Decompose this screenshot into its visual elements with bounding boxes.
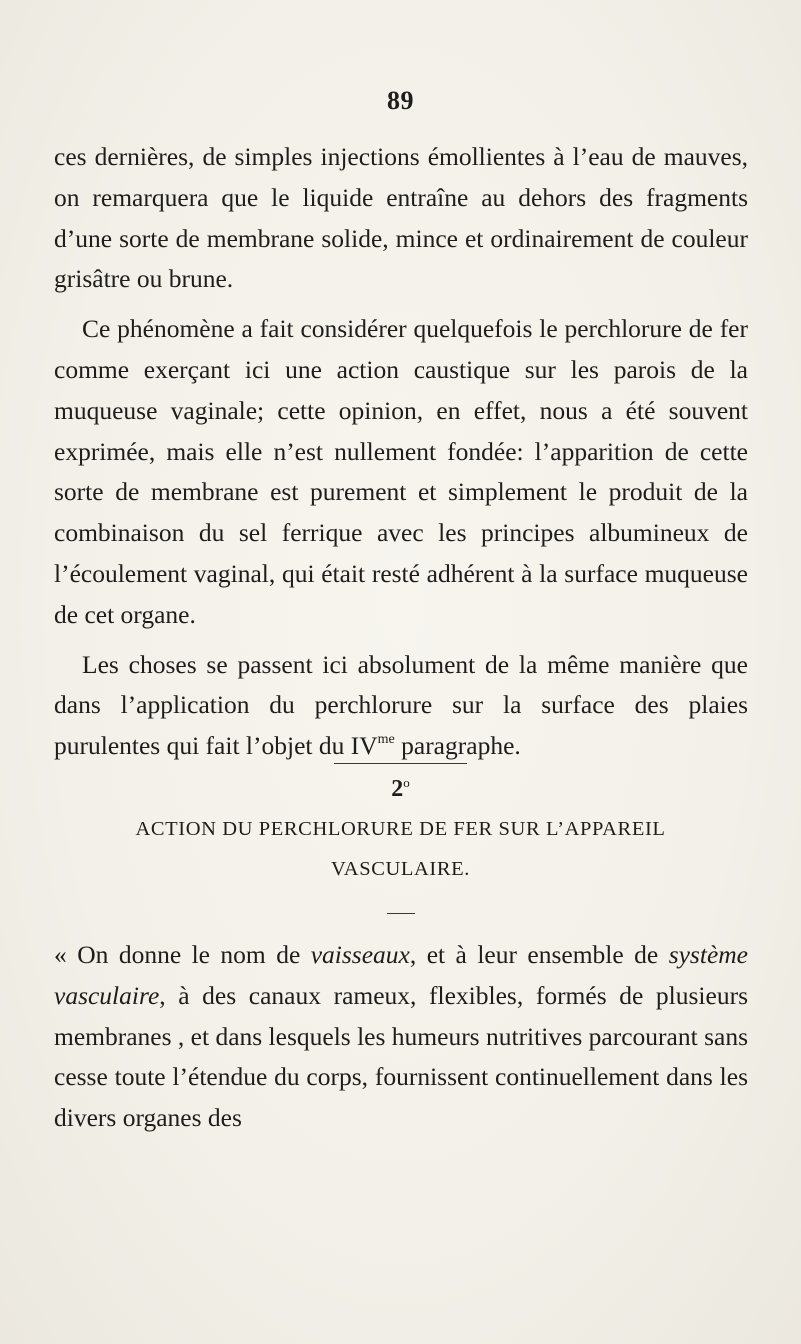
- body-text-lower: [54, 935, 748, 1139]
- quote-middle: , et à leur ensemble de: [409, 940, 669, 969]
- paragraph-vascular-definition: [54, 935, 748, 1139]
- section-number-digit: 2: [391, 776, 404, 802]
- paragraph-comparison-text: Les choses se passent ici absolument de la même manière que dans l’application du perchlorure sur la surface des plaies purulentes qui fait l’objet du IV: [54, 649, 748, 761]
- section-number: [0, 775, 801, 803]
- quote-opening: « On donne le nom de: [54, 940, 311, 969]
- section-number-ordinal: o: [403, 775, 410, 790]
- quote-rest: , à des canaux rameux, flexibles, formés de plusieurs membranes , et dans lesquels les humeurs nutritives parcourant sans cesse toute l’étendue du corps, fournissent continuellement dans les divers organes des: [54, 980, 748, 1133]
- ordinal-superscript: me: [377, 732, 395, 748]
- term-systeme-vasculaire: système vasculaire: [54, 940, 748, 1010]
- section-separator-rule: [334, 763, 467, 764]
- page-number: 89: [387, 86, 414, 115]
- section-heading-line-2: VASCULAIRE.: [331, 858, 470, 880]
- paragraph-comparison: [54, 645, 748, 767]
- paragraph-phenomenon: Ce phénomène a fait considérer quelquefois le perchlorure de fer comme exerçant ici une action caustique sur les parois de la muqueuse vaginale; cette opinion, en effet, nous a été souvent exprimée, mais elle n’est nullement fondée: l’apparition de cette sorte de membrane est purement et simplement le produit de la combinaison du sel ferrique avec les principes albumineux de l’écoulement vaginal, qui était resté adhérent à la surface muqueuse de cet organe.: [54, 314, 748, 629]
- body-text-upper: [54, 137, 748, 767]
- paragraph-continuation: ces dernières, de simples injections émollientes à l’eau de mauves, on remarquera que le liquide entraîne au dehors des fragments d’une sorte de membrane solide, mince et ordinairement de couleur grisâtre ou brune.: [54, 142, 748, 294]
- heading-short-rule: [387, 913, 415, 914]
- section-heading-line-1: ACTION DU PERCHLORURE DE FER SUR L’APPAREIL: [135, 818, 666, 840]
- paragraph-comparison-end: paragraphe.: [394, 731, 521, 761]
- term-vaisseaux: vaisseaux: [310, 940, 410, 969]
